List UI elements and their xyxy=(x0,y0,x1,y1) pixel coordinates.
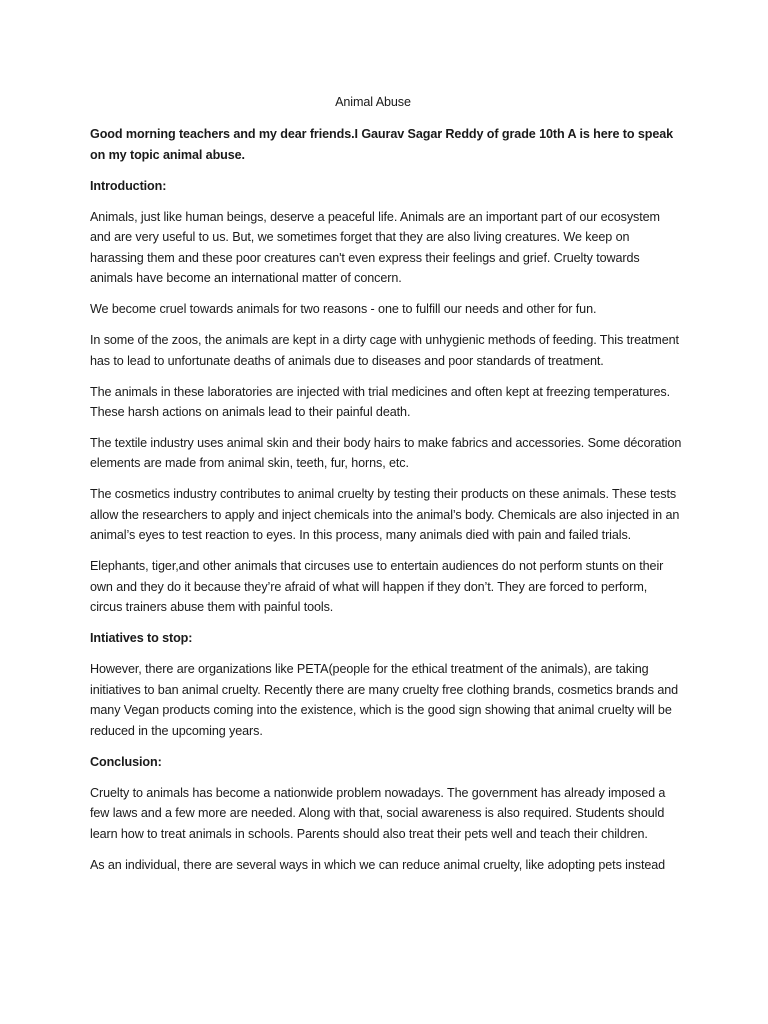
paragraph-two-reasons: We become cruel towards animals for two reasons - one to fulfill our needs and other for fun. xyxy=(90,302,597,317)
document-body xyxy=(90,92,682,886)
heading-conclusion: Conclusion: xyxy=(90,754,162,769)
heading-initiatives: Intiatives to stop: xyxy=(90,631,193,646)
heading-introduction: Introduction: xyxy=(90,178,167,193)
paragraph-laboratories: The animals in these laboratories are injected with trial medicines and often kept at freezing temperatures. These harsh actions on animals lead to their painful death. xyxy=(90,384,671,420)
paragraph-zoos: In some of the zoos, the animals are kept in a dirty cage with unhygienic methods of feeding. This treatment has to lead to unfortunate deaths of animals due to diseases and poor standards of treatment. xyxy=(90,333,679,368)
greeting-paragraph: Good morning teachers and my dear friends.I Gaurav Sagar Reddy of grade 10th A is here to speak on my topic animal abuse. xyxy=(90,127,674,162)
document-title: Animal Abuse xyxy=(335,95,411,109)
paragraph-circuses: Elephants, tiger,and other animals that circuses use to entertain audiences do not perform stunts on their own and they do it because they’re afraid of what will happen if they don’t. They are forced to perform, circus trainers abuse them with painful tools. xyxy=(90,559,664,615)
paragraph-nationwide-problem: Cruelty to animals has become a nationwide problem nowadays. The government has already imposed a few laws and a few more are needed. Along with that, social awareness is also required. Students should learn how to treat animals in schools. Parents should also treat their pets well and teach their children. xyxy=(90,785,666,841)
paragraph-cosmetics-industry: The cosmetics industry contributes to animal cruelty by testing their products on these animals. These tests allow the researchers to apply and inject chemicals into the animal’s body. Chemicals are also injected in an animal’s eyes to test reaction to eyes. In this process, many animals died with pain and failed trials. xyxy=(90,487,680,543)
paragraph-animals-peaceful-life: Animals, just like human beings, deserve a peaceful life. Animals are an important part of our ecosystem and are very useful to us. But, we sometimes forget that they are also living creatures. We keep on harassing them and these poor creatures can't even express their feelings and grief. Cruelty towards animals have become an international matter of concern. xyxy=(90,210,660,286)
paragraph-individual-ways: As an individual, there are several ways in which we can reduce animal cruelty, like adopting pets instead xyxy=(90,857,666,872)
paragraph-peta: However, there are organizations like PETA(people for the ethical treatment of the animals), are taking initiatives to ban animal cruelty. Recently there are many cruelty free clothing brands, cosmetics brands and many Vegan products coming into the existence, which is the good sign showing that animal cruelty will be reduced in the upcoming years. xyxy=(90,662,679,738)
paragraph-textile-industry: The textile industry uses animal skin and their body hairs to make fabrics and accessories. Some décoration elements are made from animal skin, teeth, fur, horns, etc. xyxy=(90,436,682,471)
